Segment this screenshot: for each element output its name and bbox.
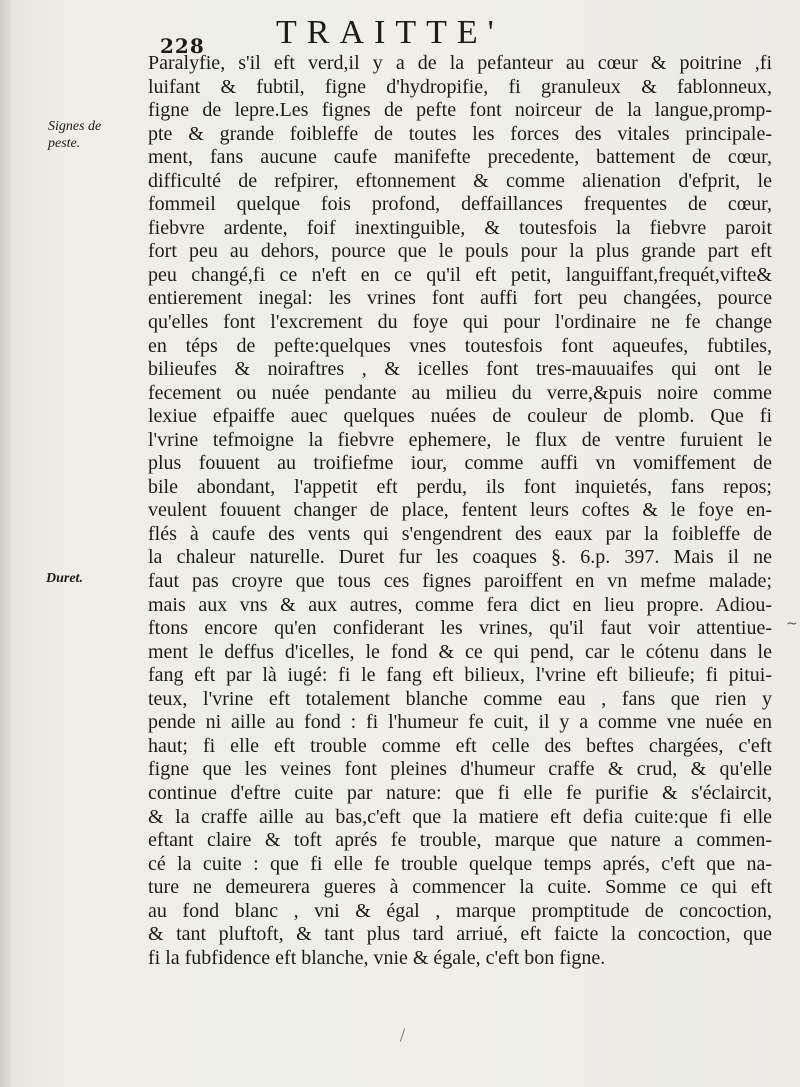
text-line: ment le deffus d'icelles, le fond & ce qui pend, car le cótenu dans le (148, 640, 772, 663)
text-line: eftant claire & toft aprés fe trouble, marque que nature a commen- (148, 829, 772, 852)
text-line: figne de lepre.Les fignes de pefte font noirceur de la langue,promp- (148, 99, 772, 122)
text-line: fommeil quelque fois profond, deffaillances frequentes de cœur, (148, 193, 772, 216)
text-line: lexiue efpaiffe auec quelques nuées de couleur de plomb. Que fi (148, 405, 772, 428)
text-line: mais aux vns & aux autres, comme fera dict en lieu propre. Adiou- (148, 593, 772, 616)
margin-tilde-mark: ~ (786, 616, 798, 632)
text-line: entierement inegal: les vrines font auffi fort peu changées, pource (148, 287, 772, 310)
text-line: & tant pluftoft, & tant plus tard arriué, eft faicte la concoction, que (148, 923, 772, 946)
stray-pen-mark (400, 1028, 405, 1042)
text-line: fi la fubfidence eft blanche, vnie & égale, c'eft bon figne. (148, 946, 606, 969)
page-number: 228 (160, 34, 205, 58)
text-line: ment, fans aucune caufe manifefte precedente, battement de cœur, (148, 146, 772, 169)
margin-note-signes-de-peste: Signes de peste. (48, 119, 102, 151)
text-line: pte & grande foibleffe de toutes les forces des vitales principale- (148, 122, 772, 145)
text-line: fang eft par là iugé: fi le fang eft bilieux, l'vrine eft bilieufe; fi pitui- (148, 664, 772, 687)
text-line: qu'elles font l'excrement du foye qui pour l'ordinaire ne fe change (148, 311, 772, 334)
text-line: haut; fi elle eft trouble comme eft celle des beftes chargées, c'eft (148, 734, 772, 757)
text-line: fecement ou nuée pendante au milieu du verre,&puis noire comme (148, 381, 772, 404)
text-line: teux, l'vrine eft totalement blanche comme eau , fans que rien y (148, 687, 772, 710)
text-line: bile abondant, l'appetit eft perdu, ils font inquietés, fans repos; (148, 475, 772, 498)
text-line: pende ni aille au fond : fi l'humeur fe cuit, il y a comme vne nuée en (148, 711, 772, 734)
text-line: faut pas croyre que tous ces fignes paroiffent en vn mefme malade; (148, 570, 772, 593)
text-line: l'vrine tefmoigne la fiebvre ephemere, le flux de ventre furuient le (148, 428, 772, 451)
text-line: veulent fouuent changer de place, fentent leurs coftes & le foye en- (148, 499, 772, 522)
text-line: ture ne demeurera gueres à commencer la cuite. Somme ce qui eft (148, 876, 772, 899)
margin-note-duret: Duret. (46, 571, 83, 586)
text-line: continue d'eftre cuite par nature: que fi elle fe purifie & s'éclaircit, (148, 781, 772, 804)
text-line: ftons encore qu'en confiderant les vrines, qu'il faut voir attentiue- (148, 617, 772, 640)
text-line: cé la cuite : que fi elle fe trouble quelque temps aprés, c'eft que na- (148, 852, 772, 875)
text-line: plus fouuent au troifiefme iour, comme auffi vn vomiffement de (148, 452, 772, 475)
text-line: peu changé,fi ce n'eft en ce qu'il eft petit, languiffant,frequét,vifte& (148, 263, 772, 286)
body-text (148, 52, 772, 970)
text-line: flés à caufe des vents qui s'engendrent des eaux par la foibleffe de (148, 522, 772, 545)
text-line: fiebvre ardente, foif inextinguible, & toutesfois la fiebvre paroit (148, 216, 772, 239)
text-line: en téps de pefte:quelques vnes toutesfois font aqueufes, fubtiles, (148, 334, 772, 357)
running-head: TRAITTE' (276, 14, 504, 51)
gutter-shadow (0, 0, 14, 1087)
text-line: bilieufes & noiraftres , & icelles font tres-mauuaifes qui ont le (148, 358, 772, 381)
text-line: difficulté de refpirer, eftonnement & comme alienation d'efprit, le (148, 169, 772, 192)
text-line: figne que les veines font pleines d'humeur craffe & crud, & qu'elle (148, 758, 772, 781)
text-line: au fond blanc , vni & égal , marque promptitude de concoction, (148, 899, 772, 922)
text-line: Paralyfie, s'il eft verd,il y a de la pefanteur au cœur & poitrine ,fi (148, 52, 772, 74)
text-line: fort peu au dehors, pource que le pouls pour la plus grande part eft (148, 240, 772, 263)
text-line: la chaleur naturelle. Duret fur les coaques §. 6.p. 397. Mais il ne (148, 546, 772, 569)
text-line: luifant & fubtil, figne d'hydropifie, fi granuleux & fablonneux, (148, 75, 772, 98)
text-line: & la craffe aille au bas,c'eft que la matiere eft defia cuite:que fi elle (148, 805, 772, 828)
